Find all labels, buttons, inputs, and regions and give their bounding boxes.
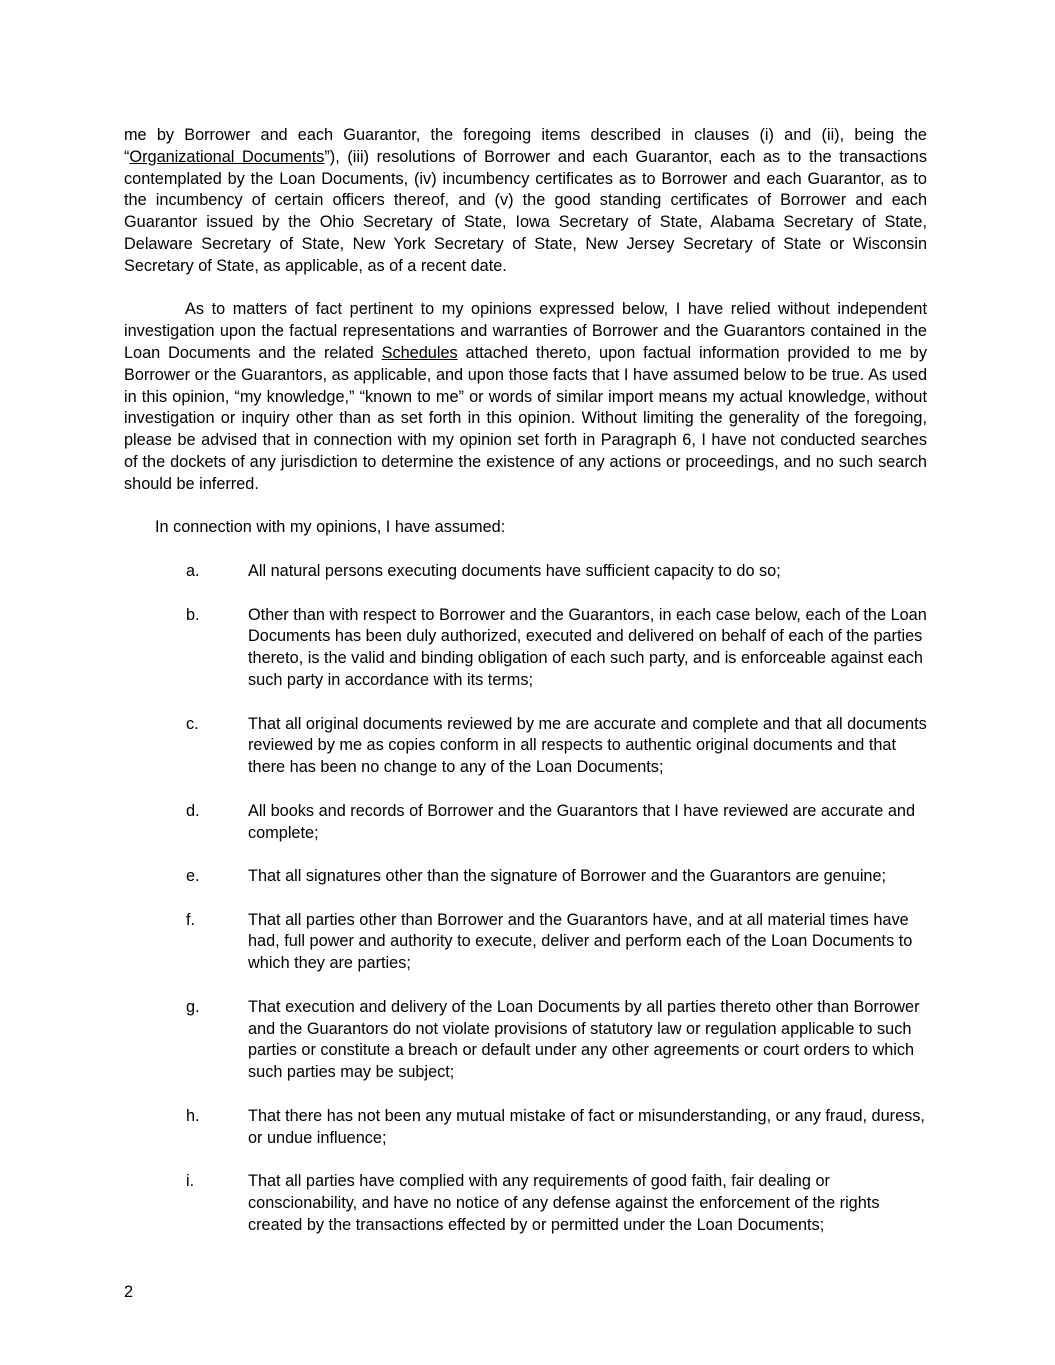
page-number: 2 xyxy=(124,1283,134,1301)
assumption-item xyxy=(124,1171,927,1236)
assumptions-intro: In connection with my opinions, I have assumed: xyxy=(155,518,506,537)
assumption-text: That all parties have complied with any requirements of good faith, fair dealing or conscionability, and have no notice of any defense against the enforcement of the rights created by the transactions effected by or permitted under the Loan Documents; xyxy=(248,1172,880,1234)
assumption-text: That all parties other than Borrower and the Guarantors have, and at all material times have had, full power and authority to execute, deliver and perform each of the Loan Documents to which they are parties; xyxy=(248,910,913,973)
assumption-item xyxy=(124,714,927,779)
assumption-item xyxy=(124,1106,927,1150)
paragraph-matters-of-fact xyxy=(124,299,927,495)
assumption-text: That execution and delivery of the Loan Documents by all parties thereto other than Borrower and the Guarantors do not violate provisions of statutory law or regulation applicable to such parties or constitute a breach or default under any other agreements or court orders to which such parties may be subject; xyxy=(248,997,920,1082)
assumption-item xyxy=(124,910,927,975)
assumption-text: Other than with respect to Borrower and the Guarantors, in each case below, each of the Loan Documents has been duly authorized, executed and delivered on behalf of each of the parties thereto, is the valid and binding obligation of each such party, and is enforceable against each such party in accordance with its terms; xyxy=(248,605,927,689)
paragraph-text: ”), (iii) resolutions of Borrower and each Guarantor, each as to the transactions contemplated by the Loan Documents, (iv) incumbency certificates as to Borrower and each Guarantor, as to the incumbency of certain officers thereof, and (v) the good standing certificates of Borrower and each Guarantor issued by the Ohio Secretary of State, Iowa Secretary of State, Alabama Secretary of State, Delaware Secretary of State, New York Secretary of State, New Jersey Secretary of State or Wisconsin Secretary of State, as applicable, as of a recent date. xyxy=(124,147,927,275)
defined-term-organizational-documents: Organizational Documents xyxy=(129,147,325,166)
paragraph-text: As to matters of fact pertinent to my opinions expressed below, I have relied without independent investigation upon the factual representations and warranties of Borrower and the Guarantors contained in the Loan Documents and the related xyxy=(124,300,927,362)
paragraph-organizational-documents xyxy=(124,125,927,278)
assumptions-list xyxy=(124,561,927,1237)
assumption-text: That there has not been any mutual mistake of fact or misunderstanding, or any fraud, duress, or undue influence; xyxy=(248,1106,925,1147)
assumption-item xyxy=(124,801,927,845)
assumption-letter: a. xyxy=(186,561,200,580)
assumption-letter: c. xyxy=(186,714,199,733)
defined-term-schedules: Schedules xyxy=(381,343,458,362)
assumption-text: All natural persons executing documents have sufficient capacity to do so; xyxy=(248,561,781,580)
assumption-letter: i. xyxy=(186,1172,195,1191)
assumption-letter: e. xyxy=(186,867,200,886)
assumption-text: All books and records of Borrower and the Guarantors that I have reviewed are accurate and complete; xyxy=(248,801,915,842)
assumption-item xyxy=(124,997,927,1084)
paragraph-text: attached thereto, upon factual information provided to me by Borrower or the Guarantors, as applicable, and upon those facts that I have assumed below to be true. As used in this opinion, “my knowledge,” “known to me” or words of similar import means my actual knowledge, without investigation or inquiry other than as set forth in this opinion. Without limiting the generality of the foregoing, please be advised that in connection with my opinion set forth in Paragraph 6, I have not conducted searches of the dockets of any jurisdiction to determine the existence of any actions or proceedings, and no such search should be inferred. xyxy=(124,343,927,493)
assumption-item xyxy=(124,866,927,888)
document-page xyxy=(124,125,927,1237)
assumption-letter: b. xyxy=(186,605,200,624)
assumption-letter: f. xyxy=(186,910,196,929)
paragraph-text: me by Borrower and each Guarantor, the foregoing items described in clauses (i) and (ii), being the “ xyxy=(124,126,927,166)
assumption-text: That all signatures other than the signature of Borrower and the Guarantors are genuine; xyxy=(248,867,887,886)
assumption-text: That all original documents reviewed by me are accurate and complete and that all documents reviewed by me as copies conform in all respects to authentic original documents and that there has been no change to any of the Loan Documents; xyxy=(248,714,927,777)
assumption-letter: d. xyxy=(186,801,200,820)
assumption-item xyxy=(124,561,927,583)
assumption-letter: g. xyxy=(186,997,200,1016)
assumption-letter: h. xyxy=(186,1106,200,1125)
assumption-item xyxy=(124,605,927,692)
